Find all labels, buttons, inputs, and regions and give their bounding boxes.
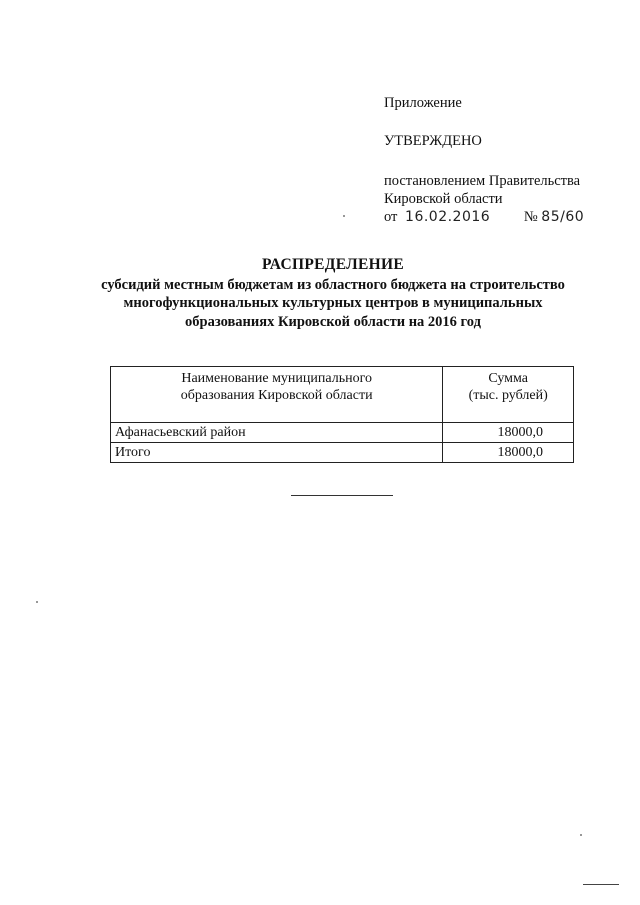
table-row xyxy=(111,423,574,443)
document-title xyxy=(90,256,576,331)
approval-block xyxy=(384,94,624,226)
header-sum-line-2: (тыс. рублей) xyxy=(468,388,548,403)
row-name-cell: Афанасьевский район xyxy=(111,423,443,443)
decree-date-number-line xyxy=(384,208,624,226)
distribution-table xyxy=(110,366,574,463)
closing-dash xyxy=(291,495,393,496)
scan-speck xyxy=(36,601,38,603)
header-name-cell xyxy=(111,367,443,423)
header-sum-line-1: Сумма xyxy=(488,371,528,386)
header-name-line-1: Наименование муниципального xyxy=(181,371,372,386)
title-line-2: многофункциональных культурных центров в муниципальных xyxy=(123,295,543,311)
appendix-label: Приложение xyxy=(384,95,462,111)
scan-speck xyxy=(580,834,582,836)
table-header-row xyxy=(111,367,574,423)
decree-line-2: Кировской области xyxy=(384,191,503,207)
title-line-1: субсидий местным бюджетам из областного бюджета на строительство xyxy=(101,276,565,293)
header-sum-cell xyxy=(443,367,574,423)
handwritten-date: 16.02.2016 xyxy=(405,209,491,225)
table-total-row xyxy=(111,443,574,463)
header-name-line-2: образования Кировской области xyxy=(180,388,373,403)
title-line-3: образованиях Кировской области на 2016 год xyxy=(185,313,481,330)
total-name-cell: Итого xyxy=(111,443,443,463)
row-sum-cell: 18000,0 xyxy=(443,423,574,443)
decree-line-1: постановлением Правительства xyxy=(384,173,581,189)
corner-mark xyxy=(583,884,619,885)
approved-label: УТВЕРЖДЕНО xyxy=(384,133,482,149)
scan-speck xyxy=(343,215,345,217)
from-prefix: от xyxy=(384,209,398,225)
handwritten-number: 85/60 xyxy=(541,209,585,225)
number-sign: № xyxy=(523,209,538,225)
title-main: РАСПРЕДЕЛЕНИЕ xyxy=(262,256,404,273)
total-sum-cell: 18000,0 xyxy=(443,443,574,463)
